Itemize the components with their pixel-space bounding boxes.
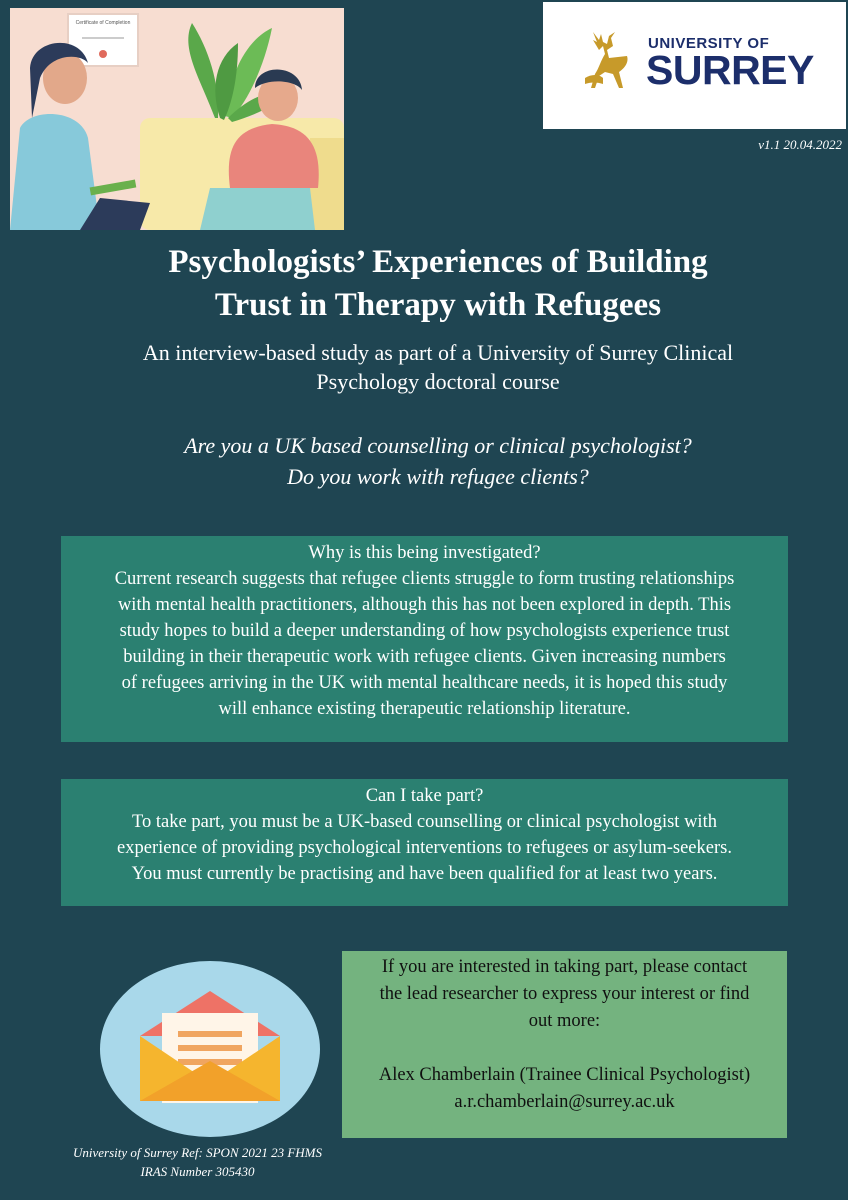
reference-line-2: IRAS Number 305430: [140, 1164, 255, 1179]
subtitle-line-1: An interview-based study as part of a University of Surrey Clinical: [142, 340, 734, 365]
title-line-1: Psychologists’ Experiences of Building: [168, 244, 708, 280]
reference-line-1: University of Surrey Ref: SPON 2021 23 FHMS: [73, 1145, 322, 1160]
contact-line: If you are interested in taking part, please contact: [381, 957, 748, 977]
why-line: building in their therapeutic work with refugee clients. Given increasing numbers: [123, 647, 726, 667]
title-line-2: Trust in Therapy with Refugees: [214, 287, 662, 323]
screening-questions: [60, 430, 816, 492]
eligibility-line: To take part, you must be a UK-based counselling or clinical psychologist with: [132, 812, 717, 832]
why-line: with mental health practitioners, although this has not been explored in depth. This: [117, 595, 732, 615]
question-2: Do you work with refugee clients?: [287, 464, 589, 489]
why-investigated-box: [61, 536, 788, 742]
researcher-name: Alex Chamberlain (Trainee Clinical Psychologist): [378, 1065, 751, 1085]
why-line: will enhance existing therapeutic relationship literature.: [218, 699, 631, 719]
eligibility-heading: Can I take part?: [365, 786, 484, 806]
page-subtitle: [60, 338, 816, 396]
logo-university-of: UNIVERSITY OF: [648, 35, 770, 52]
contact-line: the lead researcher to express your interest or find: [379, 984, 750, 1004]
why-line: of refugees arriving in the UK with mental healthcare needs, it is hoped this study: [121, 673, 728, 693]
subtitle-line-2: Psychology doctoral course: [316, 369, 560, 394]
researcher-email[interactable]: a.r.chamberlain@surrey.ac.uk: [454, 1092, 675, 1112]
contact-box: [342, 951, 787, 1138]
logo-surrey: SURREY: [646, 47, 814, 93]
certificate-title: Certificate of Completion: [75, 20, 131, 26]
envelope-letter-icon: [100, 961, 320, 1138]
contact-line: out more:: [528, 1011, 601, 1031]
why-heading: Why is this being investigated?: [308, 543, 541, 563]
university-logo: [543, 2, 846, 129]
why-line: study hopes to build a deeper understanding of how psychologists experience trust: [119, 621, 730, 641]
eligibility-box: [61, 779, 788, 906]
eligibility-line: You must currently be practising and have been qualified for at least two years.: [131, 864, 718, 884]
page-title: [60, 241, 816, 327]
version-label: v1.1 20.04.2022: [758, 137, 842, 152]
ethics-reference: [40, 1143, 355, 1181]
spacer: [342, 1035, 787, 1062]
therapy-session-illustration: [10, 8, 344, 230]
why-line: Current research suggests that refugee clients struggle to form trusting relationships: [114, 569, 735, 589]
eligibility-line: experience of providing psychological interventions to refugees or asylum-seekers.: [117, 838, 732, 858]
stag-icon: [581, 28, 639, 103]
question-1: Are you a UK based counselling or clinical psychologist?: [184, 433, 692, 458]
